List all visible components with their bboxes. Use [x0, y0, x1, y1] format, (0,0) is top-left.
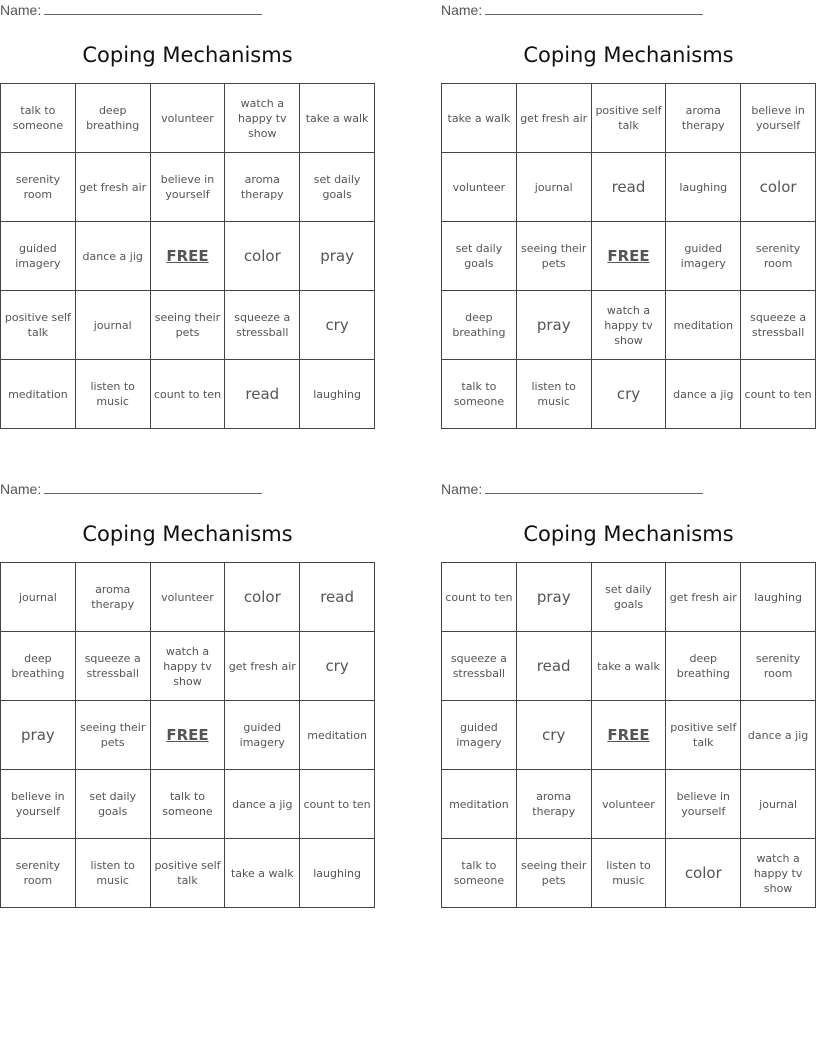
bingo-cell[interactable]: journal	[516, 153, 591, 222]
bingo-cell[interactable]: seeing their pets	[516, 839, 591, 908]
bingo-cell[interactable]: deep breathing	[442, 291, 517, 360]
name-label: Name:	[0, 481, 42, 497]
bingo-cell[interactable]: aroma therapy	[666, 84, 741, 153]
grid-row	[442, 770, 816, 839]
bingo-cell[interactable]: listen to music	[591, 839, 666, 908]
bingo-cell[interactable]: positive self talk	[591, 84, 666, 153]
bingo-cell[interactable]: believe in yourself	[1, 770, 76, 839]
bingo-grid	[441, 562, 816, 908]
bingo-cell[interactable]: color	[225, 222, 300, 291]
bingo-cell[interactable]: guided imagery	[225, 701, 300, 770]
bingo-cell[interactable]: count to ten	[442, 563, 517, 632]
bingo-cell[interactable]: listen to music	[75, 360, 150, 429]
bingo-cell[interactable]: laughing	[666, 153, 741, 222]
bingo-cell[interactable]: set daily goals	[591, 563, 666, 632]
grid-row	[1, 632, 375, 701]
grid-row	[1, 701, 375, 770]
grid-row	[442, 632, 816, 701]
bingo-cell[interactable]: squeeze a stressball	[741, 291, 816, 360]
bingo-cell[interactable]: count to ten	[300, 770, 375, 839]
bingo-cell[interactable]: positive self talk	[1, 291, 76, 360]
bingo-cell[interactable]: watch a happy tv show	[741, 839, 816, 908]
bingo-cell[interactable]: laughing	[300, 360, 375, 429]
bingo-cell[interactable]: deep breathing	[666, 632, 741, 701]
grid-row	[1, 563, 375, 632]
name-blank[interactable]	[44, 2, 262, 15]
name-label: Name:	[441, 481, 483, 497]
bingo-cell[interactable]: laughing	[741, 563, 816, 632]
name-blank[interactable]	[485, 2, 703, 15]
bingo-cell[interactable]: color	[666, 839, 741, 908]
bingo-cell[interactable]: serenity room	[741, 632, 816, 701]
bingo-cell[interactable]: read	[591, 153, 666, 222]
bingo-cell[interactable]: listen to music	[75, 839, 150, 908]
bingo-cell[interactable]: get fresh air	[75, 153, 150, 222]
bingo-cell[interactable]: volunteer	[442, 153, 517, 222]
bingo-cell[interactable]: take a walk	[442, 84, 517, 153]
bingo-cell[interactable]: volunteer	[591, 770, 666, 839]
bingo-cell[interactable]: get fresh air	[666, 563, 741, 632]
bingo-cell[interactable]: get fresh air	[225, 632, 300, 701]
bingo-cell[interactable]: pray	[516, 563, 591, 632]
bingo-cell[interactable]: volunteer	[150, 563, 225, 632]
bingo-cell[interactable]: set daily goals	[300, 153, 375, 222]
grid-row	[1, 222, 375, 291]
bingo-cell[interactable]: talk to someone	[442, 839, 517, 908]
bingo-cell[interactable]: dance a jig	[225, 770, 300, 839]
bingo-cell[interactable]: talk to someone	[442, 360, 517, 429]
bingo-cell[interactable]: deep breathing	[75, 84, 150, 153]
bingo-cell[interactable]: believe in yourself	[666, 770, 741, 839]
bingo-cell[interactable]: guided imagery	[666, 222, 741, 291]
grid-row	[442, 291, 816, 360]
bingo-cell[interactable]: pray	[1, 701, 76, 770]
bingo-cell[interactable]: talk to someone	[150, 770, 225, 839]
card-title: Coping Mechanisms	[523, 43, 734, 67]
grid-row	[442, 360, 816, 429]
bingo-cell[interactable]: color	[225, 563, 300, 632]
bingo-cell[interactable]: positive self talk	[666, 701, 741, 770]
bingo-cell[interactable]: take a walk	[300, 84, 375, 153]
grid-row	[442, 839, 816, 908]
bingo-cell[interactable]: aroma therapy	[225, 153, 300, 222]
bingo-cell[interactable]: cry	[300, 291, 375, 360]
name-line	[441, 479, 711, 499]
grid-row	[442, 563, 816, 632]
bingo-cell[interactable]: cry	[591, 360, 666, 429]
bingo-cell[interactable]: color	[741, 153, 816, 222]
bingo-cell[interactable]: guided imagery	[1, 222, 76, 291]
name-line	[0, 479, 270, 499]
bingo-cell[interactable]: cry	[300, 632, 375, 701]
grid-row	[1, 360, 375, 429]
free-space-cell[interactable]: FREE	[150, 222, 225, 291]
grid-row	[442, 153, 816, 222]
grid-row	[1, 291, 375, 360]
bingo-cell[interactable]: seeing their pets	[150, 291, 225, 360]
bingo-cell[interactable]: journal	[75, 291, 150, 360]
bingo-grid	[0, 562, 375, 908]
bingo-cell[interactable]: squeeze a stressball	[442, 632, 517, 701]
grid-row	[1, 839, 375, 908]
bingo-cell[interactable]: set daily goals	[75, 770, 150, 839]
bingo-cell[interactable]: watch a happy tv show	[591, 291, 666, 360]
name-blank[interactable]	[44, 481, 262, 494]
bingo-cell[interactable]: believe in yourself	[150, 153, 225, 222]
bingo-cell[interactable]: get fresh air	[516, 84, 591, 153]
bingo-cell[interactable]: pray	[516, 291, 591, 360]
bingo-cell[interactable]: serenity room	[1, 839, 76, 908]
name-line	[441, 0, 711, 20]
bingo-cell[interactable]: take a walk	[225, 839, 300, 908]
bingo-cell[interactable]: meditation	[300, 701, 375, 770]
bingo-cell[interactable]: watch a happy tv show	[150, 632, 225, 701]
name-blank[interactable]	[485, 481, 703, 494]
bingo-cell[interactable]: meditation	[1, 360, 76, 429]
bingo-cell[interactable]: read	[516, 632, 591, 701]
bingo-cell[interactable]: cry	[516, 701, 591, 770]
bingo-cell[interactable]: seeing their pets	[75, 701, 150, 770]
grid-row	[442, 222, 816, 291]
grid-row	[1, 770, 375, 839]
free-space-cell[interactable]: FREE	[591, 222, 666, 291]
bingo-grid	[0, 83, 375, 429]
card-title: Coping Mechanisms	[82, 43, 293, 67]
bingo-cell[interactable]: serenity room	[1, 153, 76, 222]
grid-row	[442, 84, 816, 153]
bingo-cell[interactable]: aroma therapy	[75, 563, 150, 632]
bingo-cell[interactable]: squeeze a stressball	[75, 632, 150, 701]
bingo-cell[interactable]: serenity room	[741, 222, 816, 291]
grid-row	[1, 153, 375, 222]
name-line	[0, 0, 270, 20]
bingo-cell[interactable]: believe in yourself	[741, 84, 816, 153]
bingo-cell[interactable]: deep breathing	[1, 632, 76, 701]
bingo-cell[interactable]: laughing	[300, 839, 375, 908]
bingo-cell[interactable]: dance a jig	[666, 360, 741, 429]
bingo-cell[interactable]: aroma therapy	[516, 770, 591, 839]
bingo-cell[interactable]: dance a jig	[75, 222, 150, 291]
bingo-cell[interactable]: meditation	[442, 770, 517, 839]
bingo-cell[interactable]: take a walk	[591, 632, 666, 701]
bingo-cell[interactable]: squeeze a stressball	[225, 291, 300, 360]
grid-row	[442, 701, 816, 770]
bingo-cell[interactable]: count to ten	[741, 360, 816, 429]
bingo-cell[interactable]: guided imagery	[442, 701, 517, 770]
bingo-cell[interactable]: read	[225, 360, 300, 429]
bingo-cell[interactable]: positive self talk	[150, 839, 225, 908]
name-label: Name:	[441, 2, 483, 18]
bingo-cell[interactable]: meditation	[666, 291, 741, 360]
bingo-cell[interactable]: seeing their pets	[516, 222, 591, 291]
name-label: Name:	[0, 2, 42, 18]
bingo-cell[interactable]: listen to music	[516, 360, 591, 429]
bingo-cell[interactable]: pray	[300, 222, 375, 291]
card-title: Coping Mechanisms	[523, 522, 734, 546]
bingo-cell[interactable]: journal	[741, 770, 816, 839]
card-title: Coping Mechanisms	[82, 522, 293, 546]
bingo-cell[interactable]: read	[300, 563, 375, 632]
bingo-cell[interactable]: watch a happy tv show	[225, 84, 300, 153]
bingo-cell[interactable]: talk to someone	[1, 84, 76, 153]
bingo-cell[interactable]: volunteer	[150, 84, 225, 153]
bingo-cell[interactable]: journal	[1, 563, 76, 632]
bingo-cell[interactable]: set daily goals	[442, 222, 517, 291]
bingo-grid	[441, 83, 816, 429]
bingo-cell[interactable]: count to ten	[150, 360, 225, 429]
grid-row	[1, 84, 375, 153]
free-space-cell[interactable]: FREE	[591, 701, 666, 770]
bingo-cell[interactable]: dance a jig	[741, 701, 816, 770]
free-space-cell[interactable]: FREE	[150, 701, 225, 770]
